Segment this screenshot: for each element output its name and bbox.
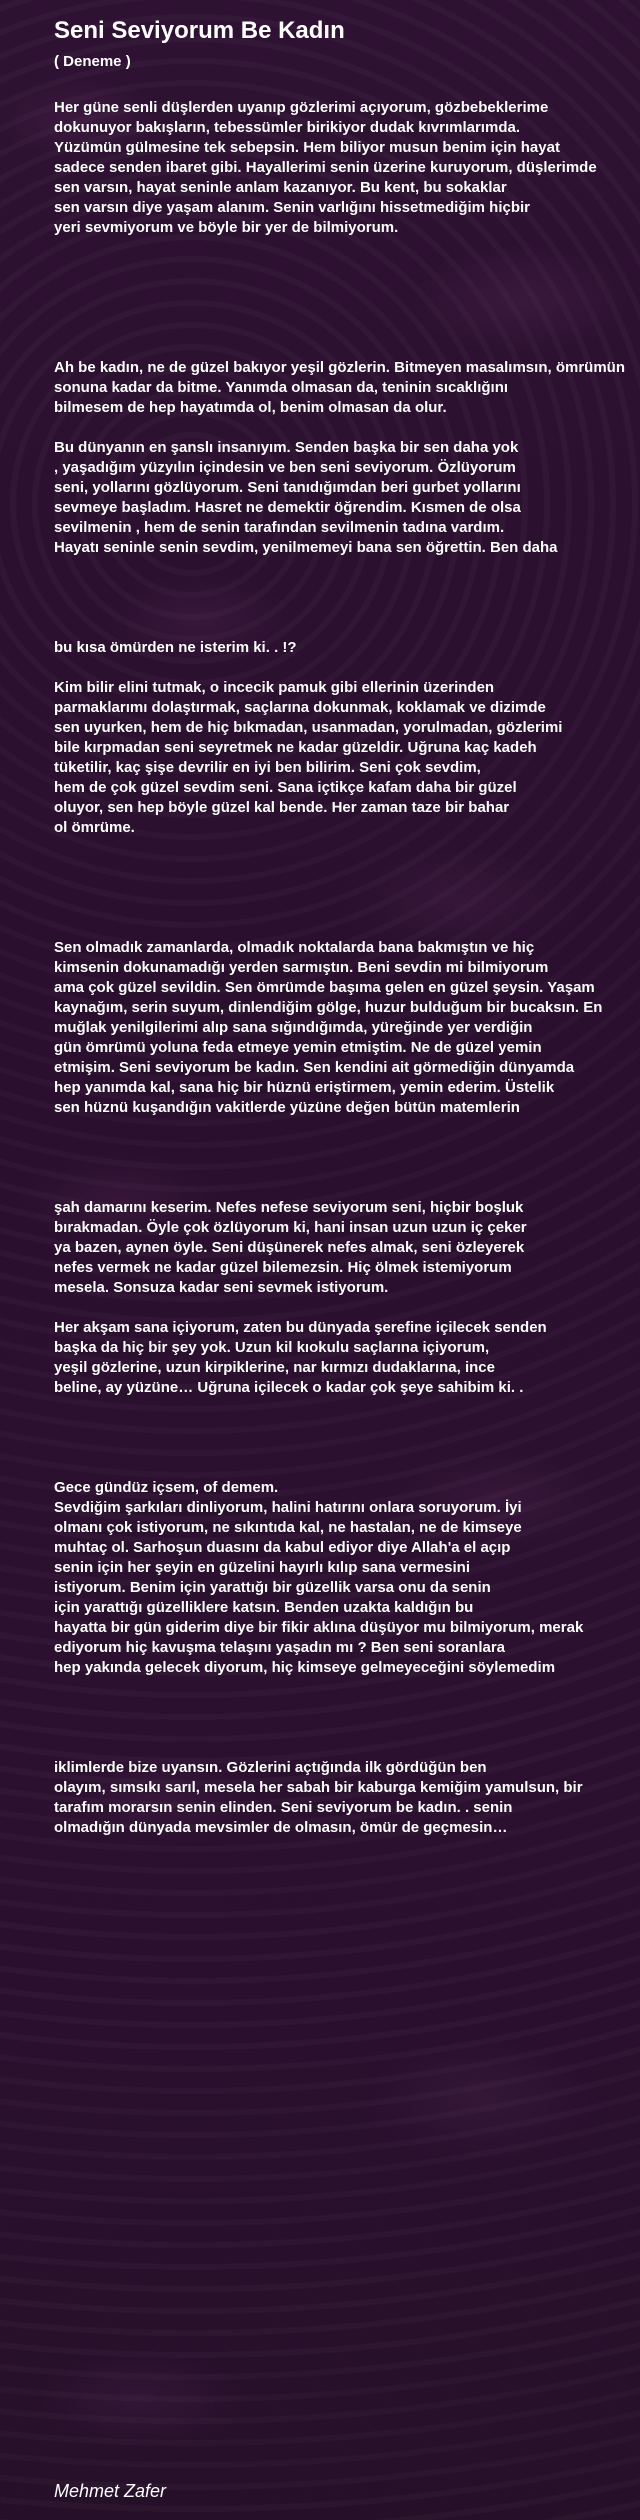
poem-line: Sen olmadık zamanlarda, olmadık noktalarda bana bakmıştın ve hiç (54, 939, 535, 956)
poem-line: hem de çok güzel sevdim seni. Sana içtikçe kafam daha bir güzel (54, 779, 517, 796)
poem-line: Her güne senli düşlerden uyanıp gözlerimi açıyorum, gözbebeklerime (54, 99, 549, 116)
poem-line: iklimlerde bize uyansın. Gözlerini açtığında ilk gördüğün ben (54, 1759, 487, 1776)
poem-line: yeşil gözlerine, uzun kirpiklerine, nar kırmızı dudaklarına, ince (54, 1359, 495, 1376)
poem-line (54, 1698, 640, 1718)
poem-line: kaynağım, serin suyum, dinlendiğim gölge, huzur bulduğum bir bucaksın. En (54, 999, 603, 1016)
poem-line: sevilmenin , hem de senin tarafından sevilmenin tadına vardım. (54, 519, 505, 536)
poem-line (54, 1718, 640, 1738)
poem-subtitle: ( Deneme ) (54, 53, 131, 70)
poem-line: bu kısa ömürden ne isterim ki. . !? (54, 639, 297, 656)
poem-line: ya bazen, aynen öyle. Seni düşünerek nefes almak, seni özleyerek (54, 1239, 525, 1256)
poem-line (54, 1418, 640, 1438)
poem-line: sen uyurken, hem de hiç bıkmadan, usanmadan, yorulmadan, gözlerimi (54, 719, 563, 736)
poem-line (54, 878, 640, 898)
poem-line (54, 1458, 640, 1478)
poem-line (54, 598, 640, 618)
poem-line (54, 1138, 640, 1158)
poem-line: hep yanımda kal, sana hiç bir hüznü eriştirmem, yemin ederim. Üstelik (54, 1079, 555, 1096)
poem-line (54, 898, 640, 918)
poem-line: olmanı çok istiyorum, ne sıkıntıda kal, ne hastalan, ne de kimseye (54, 1519, 522, 1536)
poem-line: Hayatı seninle senin sevdim, yenilmemeyi bana sen öğrettin. Ben daha (54, 539, 558, 556)
poem-line (54, 258, 640, 278)
poem-line: sen hüznü kuşandığın vakitlerde yüzüne değen bütün matemlerin (54, 1099, 520, 1116)
poem-line: olayım, sımsıkı sarıl, mesela her sabah bir kaburga kemiğim yamulsun, bir (54, 1779, 583, 1796)
poem-line: sonuna kadar da bitme. Yanımda olmasan da, teninin sıcaklığını (54, 379, 509, 396)
poem-line (54, 838, 640, 858)
poem-line: şah damarını keserim. Nefes nefese seviyorum seni, hiçbir boşluk (54, 1199, 524, 1216)
poem-line (54, 1678, 640, 1698)
poem-line: muhtaç ol. Sarhoşun duasını da kabul ediyor diye Allah'a el açıp (54, 1539, 511, 1556)
poem-line: ama çok güzel sevildin. Sen ömrümde başıma gelen en güzel şeysin. Yaşam (54, 979, 595, 996)
poem-line: nefes vermek ne kadar güzel bilemezsin. Hiç ölmek istemiyorum (54, 1259, 512, 1276)
poem-line: beline, ay yüzüne… Uğruna içilecek o kadar çok şeye sahibim ki. . (54, 1379, 524, 1396)
poem-line: Sevdiğim şarkıları dinliyorum, halini hatırını onlara soruyorum. İyi (54, 1499, 522, 1516)
poem-line: bilmesem de hep hayatımda ol, benim olmasan da olur. (54, 399, 447, 416)
poem-line: sen varsın, hayat seninle anlam kazanıyor. Bu kent, bu sokaklar (54, 179, 507, 196)
poem-line (54, 1738, 640, 1758)
poem-line: bırakmadan. Öyle çok özlüyorum ki, hani insan uzun uzun iç çeker (54, 1219, 527, 1236)
poem-line: Her akşam sana içiyorum, zaten bu dünyada şerefine içilecek senden (54, 1319, 547, 1336)
poem-line (54, 918, 640, 938)
poem-line (54, 238, 640, 258)
poem-line: Ah be kadın, ne de güzel bakıyor yeşil gözlerin. Bitmeyen masalımsın, ömrümün (54, 359, 625, 376)
poem-line (54, 298, 640, 318)
poem-body (54, 98, 640, 1838)
poem-line: sen varsın diye yaşam alanım. Senin varlığını hissetmediğim hiçbir (54, 199, 531, 216)
poem-line: başka da hiç bir şey yok. Uzun kil kıokulu saçlarına içiyorum, (54, 1339, 490, 1356)
poem-line (54, 658, 640, 678)
poem-line: bile kırpmadan seni seyretmek ne kadar güzeldir. Uğruna kaç kadeh (54, 739, 537, 756)
poem-line: yeri sevmiyorum ve böyle bir yer de bilmiyorum. (54, 219, 399, 236)
poem-line (54, 558, 640, 578)
poem-line (54, 1118, 640, 1138)
poem-line: seni, yollarını gözlüyorum. Seni tanıdığımdan beri gurbet yollarını (54, 479, 521, 496)
poem-line (54, 1298, 640, 1318)
poem-line: Gece gündüz içsem, of demem. (54, 1479, 279, 1496)
poem-container (54, 16, 640, 1838)
poem-line: sevmeye başladım. Hasret ne demektir öğrendim. Kısmen de olsa (54, 499, 521, 516)
poem-line: parmaklarımı dolaştırmak, saçlarına dokunmak, koklamak ve dizimde (54, 699, 546, 716)
poem-line: senin için her şeyin en güzelini hayırlı kılıp sana vermesini (54, 1559, 470, 1576)
poem-line (54, 278, 640, 298)
poem-line: tarafım morarsın senin elinden. Seni seviyorum be kadın. . senin (54, 1799, 513, 1816)
poem-line: , yaşadığım yüzyılın içindesin ve ben seni seviyorum. Özlüyorum (54, 459, 516, 476)
poem-line: oluyor, sen hep böyle güzel kal bende. Her zaman taze bir bahar (54, 799, 510, 816)
poem-line (54, 578, 640, 598)
poem-line (54, 418, 640, 438)
author-name: Mehmet Zafer (54, 2481, 167, 2501)
poem-line (54, 1398, 640, 1418)
poem-line: için yarattığı güzelliklere katsın. Benden uzakta kaldığın bu (54, 1599, 474, 1616)
poem-line: mesela. Sonsuza kadar seni sevmek istiyorum. (54, 1279, 389, 1296)
poem-line: hayatta bir gün giderim diye bir fikir aklına düşüyor mu bilmiyorum, merak (54, 1619, 584, 1636)
poem-line: dokunuyor bakışların, tebessümler birikiyor dudak kıvrımlarımda. (54, 119, 520, 136)
poem-title: Seni Seviyorum Be Kadın (54, 17, 345, 44)
poem-line (54, 318, 640, 338)
poem-line (54, 618, 640, 638)
poem-line: ediyorum hiç kavuşma telaşını yaşadın mı ? Ben seni soranlara (54, 1639, 506, 1656)
poem-line: hep yakında gelecek diyorum, hiç kimseye gelmeyeceğini söylemedim (54, 1659, 556, 1676)
poem-line: kimsenin dokunamadığı yerden sarmıştın. Beni sevdin mi bilmiyorum (54, 959, 549, 976)
poem-line: Kim bilir elini tutmak, o incecik pamuk gibi ellerinin üzerinden (54, 679, 495, 696)
poem-line: etmişim. Seni seviyorum be kadın. Sen kendini ait görmediğin dünyamda (54, 1059, 575, 1076)
poem-line: Bu dünyanın en şanslı insanıyım. Senden başka bir sen daha yok (54, 439, 519, 456)
poem-line: ol ömrüme. (54, 819, 135, 836)
poem-line (54, 1178, 640, 1198)
poem-line: tüketilir, kaç şişe devrilir en iyi ben bilirim. Seni çok sevdim, (54, 759, 481, 776)
poem-line: muğlak yenilgilerimi alıp sana sığındığımda, yüreğinde yer verdiğin (54, 1019, 533, 1036)
poem-line: Yüzümün gülmesine tek sebepsin. Hem biliyor musun benim için hayat (54, 139, 560, 156)
poem-line (54, 338, 640, 358)
poem-line (54, 1438, 640, 1458)
poem-line (54, 858, 640, 878)
poem-line: olmadığın dünyada mevsimler de olmasın, ömür de geçmesin… (54, 1819, 508, 1836)
poem-line (54, 1158, 640, 1178)
poem-line: istiyorum. Benim için yarattığı bir güzellik varsa onu da senin (54, 1579, 491, 1596)
poem-line: gün ömrümü yoluna feda etmeye yemin etmiştim. Ne de güzel yemin (54, 1039, 542, 1056)
poem-line: sadece senden ibaret gibi. Hayallerimi senin üzerine kuruyorum, düşlerimde (54, 159, 597, 176)
